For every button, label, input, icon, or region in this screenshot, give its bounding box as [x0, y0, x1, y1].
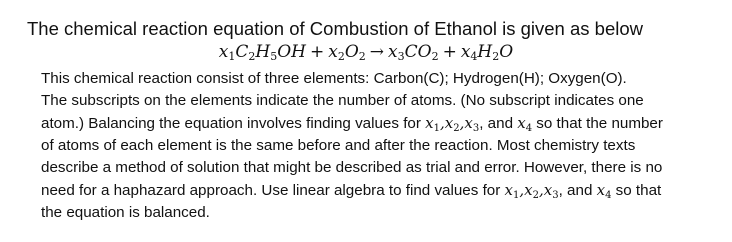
carbon-dioxide-formula: $CO_2$ [404, 42, 439, 63]
problem-paragraph [41, 68, 713, 224]
paragraph-line: of atoms of each element is the same before and after the reaction. Most chemistry texts [41, 137, 636, 154]
variable-list: $x_1,x_2,x_3$ [425, 114, 480, 134]
water-formula: $H_2O$ [477, 42, 514, 63]
oxygen-formula: $O_2$ [344, 42, 366, 63]
reaction-arrow: → [369, 42, 385, 62]
paragraph-line: atom.) Balancing the equation involves finding values for $x_1,x_2,x_3$, and $x_4$ so that the number [41, 114, 663, 134]
paragraph-line: This chemical reaction consist of three elements: Carbon(C); Hydrogen(H); Oxygen(O). [41, 70, 627, 87]
paragraph-line: describe a method of solution that might be described as trial and error. However, there is no [41, 159, 663, 176]
variable-x4: $x_4$ [517, 114, 533, 134]
coef-x1: $x_1$ [218, 42, 236, 63]
plus-sign-2: + [442, 42, 457, 62]
reaction-equation [0, 41, 732, 63]
variable-list: $x_1,x_2,x_3$ [504, 181, 559, 201]
coef-x3: $x_3$ [388, 42, 405, 63]
coef-x2: $x_2$ [328, 42, 345, 63]
coef-x4: $x_4$ [460, 42, 478, 63]
ethanol-formula: $C_2H_5OH$ [235, 42, 306, 63]
paragraph-line: need for a haphazard approach. Use linear algebra to find values for $x_1,x_2,x_3$, and $x_4$ so that [41, 181, 662, 201]
variable-x4: $x_4$ [596, 181, 612, 201]
plus-sign-1: + [310, 42, 325, 62]
paragraph-line: The subscripts on the elements indicate the number of atoms. (No subscript indicates one [41, 92, 644, 109]
document-title: The chemical reaction equation of Combustion of Ethanol is given as below [27, 18, 643, 39]
paragraph-line: the equation is balanced. [41, 204, 210, 221]
